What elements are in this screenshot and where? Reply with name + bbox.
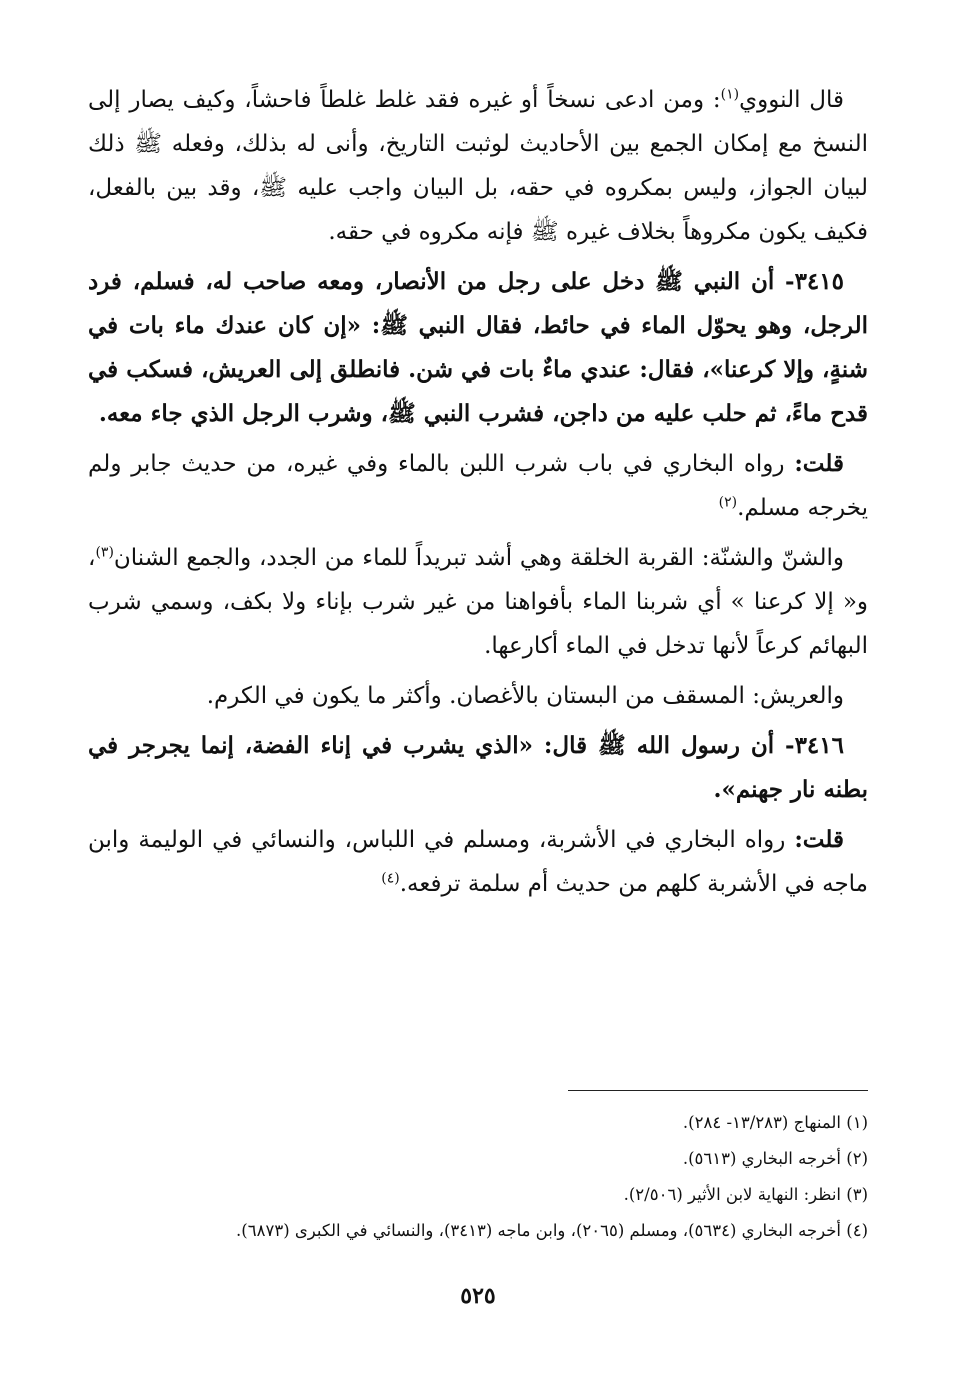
footnote-3: (٣) انظر: النهاية لابن الأثير (٢/٥٠٦).	[623, 1185, 868, 1204]
explanation-shann	[88, 536, 868, 668]
commentary-text: رواه البخاري في الأشربة، ومسلم في اللباس، والنسائي في الوليمة وابن ماجه في الأشربة كلهم من حديث أم سلمة ترفعه.	[88, 827, 868, 897]
explanation-arish	[88, 674, 868, 718]
commentary-3416	[88, 818, 868, 906]
footnote-4: (٤) أخرجه البخاري (٥٦٣٤)، ومسلم (٢٠٦٥)، وابن ماجه (٣٤١٣)، والنسائي في الكبرى (٦٨٧٣).	[236, 1221, 868, 1240]
hadith-text: ٣٤١٥- أن النبي ﷺ دخل على رجل من الأنصار، ومعه صاحب له، فسلم، فرد الرجل، وهو يحوّل الماء في حائط، فقال النبي ﷺ: «إن كان عندك ماء بات في شنةٍ، وإلا كرعنا»، فقال: عندي ماءٌ بات في شن. فانطلق إلى العريش، فسكب في قدح ماءً، ثم حلب عليه من داجن، فشرب النبي ﷺ، وشرب الرجل الذي جاء معه.	[88, 268, 868, 427]
commentary-3415	[88, 442, 868, 530]
footnote-ref: (١)	[720, 86, 740, 103]
paragraph-nawawi	[88, 78, 868, 254]
paragraph-text-rest: : ومن ادعى نسخاً أو غيره فقد غلط غلطاً فاحشاً، وكيف يصار إلى النسخ مع إمكان الجمع بين الأحاديث لوثبت التاريخ، وأنى له بذلك، وفعله ﷺ ذلك لبيان الجواز، وليس بمكروه في حقه، بل البيان واجب عليه ﷺ، وقد بين بالفعل، فكيف يكون مكروهاً بخلاف غيره ﷺ فإنه مكروه في حقه.	[88, 87, 868, 245]
footnote-divider	[568, 1090, 868, 1091]
footnote-ref: (٤)	[381, 870, 400, 887]
hadith-text: ٣٤١٦- أن رسول الله ﷺ قال: «الذي يشرب في إناء الفضة، إنما يجرجر في بطنه نار جهنم».	[88, 732, 868, 803]
commentary-text: رواه البخاري في باب شرب اللبن بالماء وفي غيره، من حديث جابر ولم يخرجه مسلم.	[88, 451, 868, 521]
footnotes	[88, 1105, 868, 1249]
hadith-3415	[88, 260, 868, 436]
footnote-ref: (٢)	[718, 494, 738, 511]
paragraph-text: قال النووي	[739, 87, 844, 113]
hadith-3416	[88, 724, 868, 812]
footnote-2: (٢) أخرجه البخاري (٥٦١٣).	[682, 1149, 868, 1168]
paragraph-text: والعريش: المسقف من البستان بالأغصان. وأكثر ما يكون في الكرم.	[206, 683, 844, 709]
qultu-label: قلت:	[794, 826, 844, 853]
footnote-1: (١) المنهاج (١٣/٢٨٣- ٢٨٤).	[682, 1113, 868, 1132]
paragraph-text-rest: ، و« إلا كرعنا » أي شربنا الماء بأفواهنا من غير شرب بإناء ولا بكف، وسمي شرب البهائم كرعاً لأنها تدخل في الماء أكارعها.	[88, 545, 868, 659]
page-number: ٥٢٥	[460, 1283, 496, 1309]
paragraph-text: والشنّ والشنّة: القربة الخلقة وهي أشد تبريداً للماء من الجدد، والجمع الشنان	[113, 545, 844, 571]
qultu-label: قلت:	[794, 450, 844, 477]
page-body	[88, 78, 868, 912]
footnote-ref: (٣)	[95, 544, 114, 561]
